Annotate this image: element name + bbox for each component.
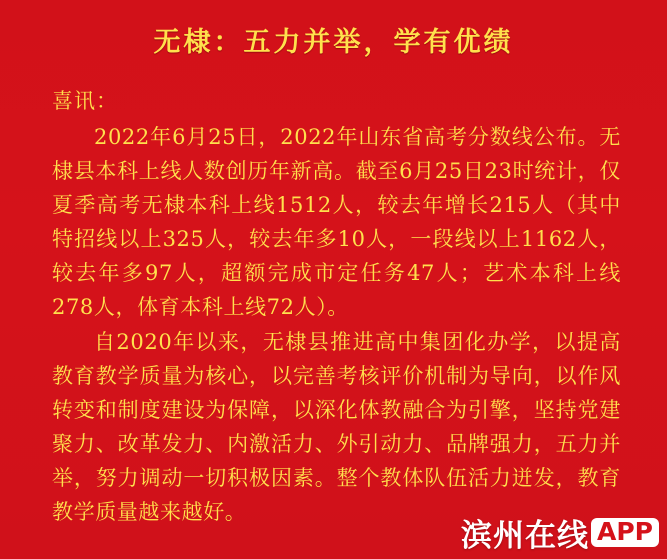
page-title: 无棣：五力并举，学有优绩 — [153, 27, 514, 58]
paragraph-2: 自2020年以来，无棣县推进高中集团化办学，以提高教育教学质量为核心，以完善考核评价机制为导向，以作风转变和制度建设为保障，以深化体教融合为引擎，坚持党建聚力、改革发力、内激活力、外引动力、品牌强力，五力并举，努力调动一切积极因素。整个教体队伍活力迸发，教育教学质量越来越好。 — [52, 329, 621, 524]
watermark-app-badge: APP — [591, 518, 659, 548]
watermark-text: 滨州在线 — [461, 518, 589, 554]
document-body — [0, 63, 667, 529]
salutation: 喜讯： — [52, 89, 118, 113]
paragraph-1: 2022年6月25日，2022年山东省高考分数线公布。无棣县本科上线人数创历年新高。截至6月25日23时统计，仅夏季高考无棣本科上线1512人，较去年增长215人（其中特招线以上325人，较去年多10人，一段线以上1162人，较去年多97人，超额完成市定任务47人；艺术本科上线278人，体育本科上线72人）。 — [52, 124, 621, 319]
